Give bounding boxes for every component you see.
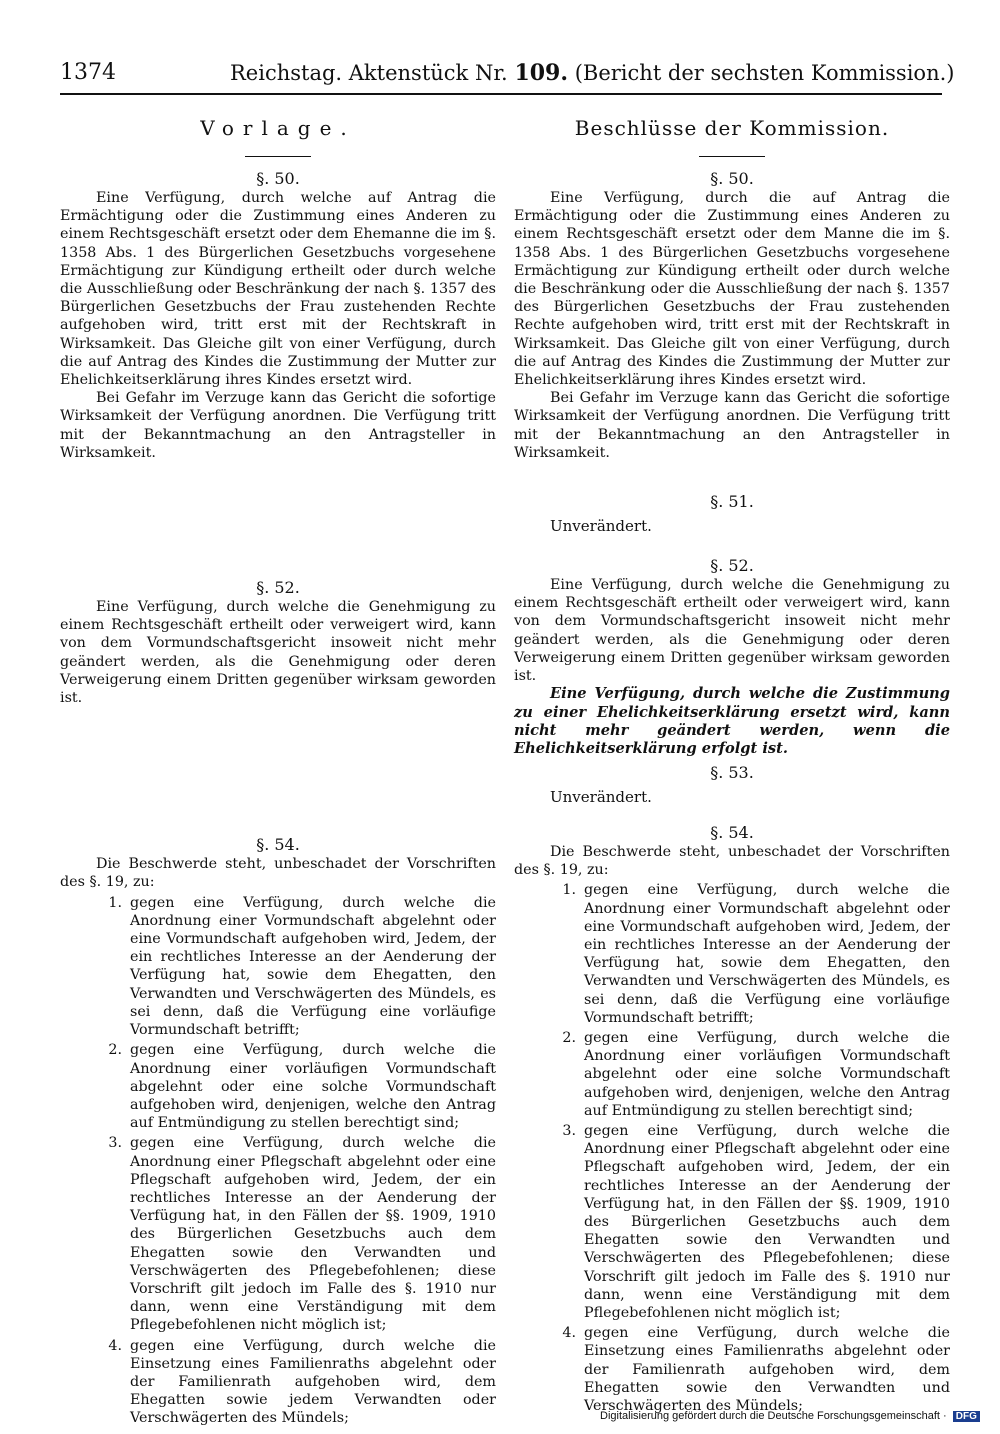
section-heading: §. 53. (710, 762, 754, 782)
list-item-number: 2. (562, 1029, 576, 1046)
paragraph: Eine Verfügung, durch welche auf Antrag die Ermächtigung oder die Zustimmung eines Anderen zu einem Rechtsgeschäft ersetzt oder dem Ehemanne die im §. 1358 Abs. 1 des Bürgerlichen Gesetzbuchs vorgesehene Ermächtigung zur Kündigung ertheilt oder durch welche die Ausschließung oder Beschränkung der nach §. 1357 des Bürgerlichen Gesetzbuchs der Frau zustehenden Rechte aufgehoben wird, tritt erst mit der Rechtskraft in Wirksamkeit. Das Gleiche gilt von einer Verfügung, durch die auf Antrag des Kindes die Zustimmung der Mutter zur Ehelichkeitserklärung ihres Kindes ersetzt wird. (60, 190, 496, 389)
digitization-credit (600, 1410, 980, 1422)
list-item-text: gegen eine Verfügung, durch welche die Anordnung einer Vormundschaft abgelehnt oder eine Vormundschaft aufgehoben wird, Jedem, der ein rechtliches Interesse an der Aenderung der Verfügung hat, sowie dem Ehegatten, den Verwandten und Verschwägerten des Mündels, es sei denn, daß die Verfügung eine vorläufige Vormundschaft betrifft; (584, 882, 950, 1026)
list-item (514, 1122, 950, 1322)
paragraph: Die Beschwerde steht, unbeschadet der Vorschriften des §. 19, zu: (514, 843, 950, 879)
section-heading: §. 52. (256, 578, 300, 598)
running-title-part2: (Bericht der sechsten Kommission.) (574, 61, 955, 85)
column-vorlage (60, 108, 496, 1428)
section-heading: §. 52. (710, 556, 754, 576)
list-item-number: 4. (562, 1325, 576, 1342)
list-item (60, 1041, 496, 1132)
section-heading: §. 50. (710, 169, 754, 188)
list-item (60, 1134, 496, 1334)
list-item (60, 894, 496, 1040)
list-item-text: gegen eine Verfügung, durch welche die Anordnung einer Pflegschaft abgelehnt oder eine Pflegschaft aufgehoben wird, Jedem, der ein rechtliches Interesse an der Aenderung der Verfügung hat, in den Fällen der §§. 1909, 1910 des Bürgerlichen Gesetzbuchs auch dem Ehegatten sowie den Verwandten und Verschwägerten des Pflegebefohlenen; diese Vorschrift gilt jedoch im Falle des §. 1910 nur dann, wenn eine Verständigung mit dem Pflegebefohlenen nicht möglich ist; (584, 1122, 950, 1321)
section-heading: §. 54. (256, 835, 300, 855)
section-heading: §. 54. (710, 822, 754, 842)
list-item (514, 881, 950, 1027)
list-item-text: gegen eine Verfügung, durch welche die Anordnung einer vorläufigen Vormundschaft abgelehnt oder eine solche Vormundschaft aufgehoben wird, denjenigen, welche den Antrag auf Entmündigung zu stellen berechtigt sind; (584, 1029, 950, 1119)
header-rule (60, 93, 942, 95)
list-item-number: 4. (108, 1337, 122, 1354)
unchanged-note: Unverändert. (550, 787, 652, 806)
list-item-number: 1. (562, 882, 576, 899)
column-beschluesse (514, 108, 950, 1415)
list-item (514, 1029, 950, 1120)
spacer (60, 707, 496, 831)
paragraph: Eine Verfügung, durch die auf Antrag die Ermächtigung oder die Zustimmung eines Anderen zu einem Rechtsgeschäft ersetzt oder dem Manne die im §. 1358 Abs. 1 des Bürgerlichen Gesetzbuchs vorgesehene Ermächtigung zur Kündigung ertheilt oder durch welche die Beschränkung oder die Ausschließung der nach §. 1357 des Bürgerlichen Gesetzbuchs der Frau zustehenden Rechte aufgehoben wird, tritt erst mit der Rechtskraft in Wirksamkeit. Das Gleiche gilt von einer Verfügung, durch die auf Antrag des Kindes die Zustimmung der Mutter zur Ehelichkeitserklärung ihres Kindes ersetzt wird. (514, 190, 950, 389)
list-item-number: 3. (562, 1122, 576, 1139)
list-item (60, 1337, 496, 1428)
paragraph: Die Beschwerde steht, unbeschadet der Vorschriften des §. 19, zu: (60, 856, 496, 891)
paragraph: Eine Verfügung, durch welche die Genehmigung zu einem Rechtsgeschäft ertheilt oder verweigert wird, kann von dem Vormundschaftsgericht insoweit nicht mehr geändert werden, als die Genehmigung oder deren Verweigerung einem Dritten gegenüber wirksam geworden ist. (514, 577, 950, 685)
list-item-text: gegen eine Verfügung, durch welche die Einsetzung eines Familienraths abgelehnt oder der Familienrath aufgehoben wird, dem Ehegatten sowie den Verwandten und Verschwägerten des Mündels; (584, 1325, 950, 1414)
spacer (514, 536, 950, 552)
page-header (60, 60, 955, 92)
credit-text: Digitalisierung gefördert durch die Deutsche Forschungsgemeinschaft · (600, 1410, 947, 1422)
heading-rule (245, 156, 311, 157)
dfg-logo: DFG (953, 1411, 980, 1422)
list-item (514, 1324, 950, 1415)
paragraph: Eine Verfügung, durch welche die Genehmigung zu einem Rechtsgeschäft ertheilt oder verweigert wird, kann von dem Vormundschaftsgericht insoweit nicht mehr geändert werden, als die Genehmigung oder deren Verweigerung einem Dritten gegenüber wirksam geworden ist. (60, 599, 496, 707)
spacer (514, 462, 950, 488)
spacer (514, 807, 950, 819)
list-item-text: gegen eine Verfügung, durch welche die Anordnung einer Vormundschaft abgelehnt oder eine Vormundschaft aufgehoben wird, Jedem, der ein rechtliches Interesse an der Aenderung der Verfügung hat, sowie dem Ehegatten, den Verwandten und Verschwägerten des Mündels, es sei denn, daß die Verfügung eine vorläufige Vormundschaft betrifft; (130, 894, 496, 1039)
section-heading: §. 51. (710, 492, 754, 512)
list-item-number: 1. (108, 894, 122, 911)
list-item-text: gegen eine Verfügung, durch welche die Anordnung einer Pflegschaft abgelehnt oder eine Pflegschaft aufgehoben wird, Jedem, der ein rechtliches Interesse an der Aenderung der Verfügung hat, in den Fällen der §§. 1909, 1910 des Bürgerlichen Gesetzbuchs auch dem Ehegatten sowie den Verwandten und Verschwägerten des Pflegebefohlenen; diese Vorschrift gilt jedoch im Falle des §. 1910 nur dann, wenn eine Verständigung mit dem Pflegebefohlenen nicht möglich ist; (130, 1135, 496, 1334)
page-number: 1374 (60, 60, 116, 85)
paragraph: Bei Gefahr im Verzuge kann das Gericht die sofortige Wirksamkeit der Verfügung anordnen. Die Verfügung tritt mit der Bekanntmachung an den Antragsteller in Wirksamkeit. (514, 390, 950, 461)
column-heading: Vorlage. (200, 116, 356, 140)
list-item-number: 3. (108, 1135, 122, 1152)
amended-paragraph: Eine Verfügung, durch welche die Zustimmung zu einer Ehelichkeitserklärung ersetzt wird, kann nicht mehr geändert werden, wenn die Ehelichkeitserklärung erfolgt ist. (514, 685, 950, 758)
running-title (230, 60, 954, 86)
list-item-number: 2. (108, 1042, 122, 1059)
running-title-number: 109. (514, 60, 569, 86)
column-heading: Beschlüsse der Kommission. (574, 116, 890, 140)
spacer (60, 462, 496, 574)
section-heading: §. 50. (256, 169, 300, 188)
heading-rule (699, 156, 765, 157)
list-item-text: gegen eine Verfügung, durch welche die Anordnung einer vorläufigen Vormundschaft abgelehnt oder eine solche Vormundschaft aufgehoben wird, denjenigen, welche den Antrag auf Entmündigung zu stellen berechtigt sind; (130, 1042, 496, 1132)
list-item-text: gegen eine Verfügung, durch welche die Einsetzung eines Familienraths abgelehnt oder der Familienrath aufgehoben wird, dem Ehegatten sowie jedem Verwandten oder Verschwägerten des Mündels; (130, 1337, 496, 1427)
unchanged-note: Unverändert. (550, 517, 652, 536)
running-title-part1: Reichstag. Aktenstück Nr. (230, 61, 508, 85)
paragraph: Bei Gefahr im Verzuge kann das Gericht die sofortige Wirksamkeit der Verfügung anordnen. Die Verfügung tritt mit der Bekanntmachung an den Antragsteller in Wirksamkeit. (60, 390, 496, 461)
